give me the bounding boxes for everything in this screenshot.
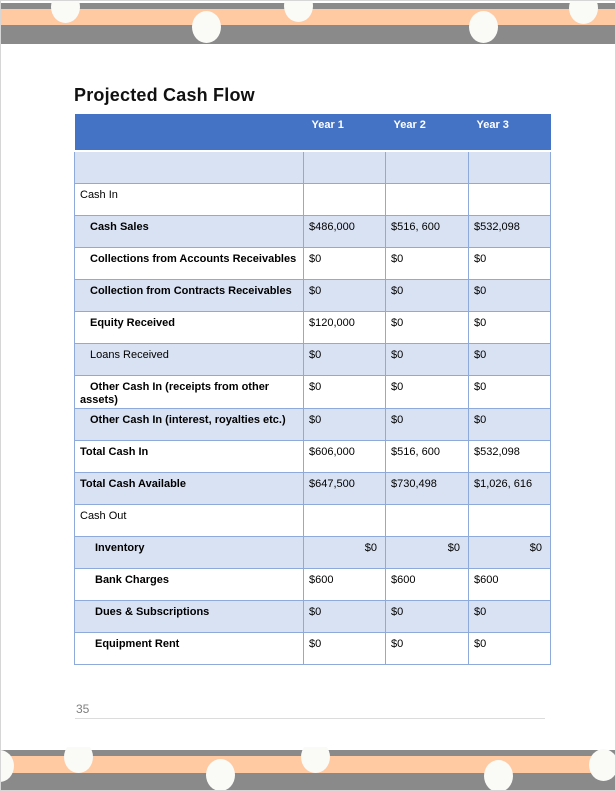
cell-value: $0 — [386, 247, 469, 279]
row-label: Collection from Contracts Receivables — [75, 279, 304, 311]
cell-value — [469, 151, 551, 183]
table-row — [75, 183, 551, 215]
cell-value: $486,000 — [304, 215, 386, 247]
table-row — [75, 601, 551, 633]
cell-value — [469, 505, 551, 537]
cell-value: $532,098 — [469, 215, 551, 247]
row-label: Collections from Accounts Receivables — [75, 247, 304, 279]
row-label: Total Cash Available — [75, 473, 304, 505]
cell-value: $532,098 — [469, 441, 551, 473]
cell-value: $0 — [304, 343, 386, 375]
row-label: Equipment Rent — [75, 633, 304, 665]
cell-value: $0 — [304, 633, 386, 665]
table-row — [75, 343, 551, 375]
table-header — [75, 114, 551, 151]
cell-value: $0 — [304, 601, 386, 633]
cell-value: $0 — [386, 601, 469, 633]
footer-rule — [75, 718, 545, 719]
cell-value: $0 — [386, 279, 469, 311]
table-row — [75, 505, 551, 537]
cell-value: $0 — [469, 375, 551, 409]
row-label: Cash In — [75, 183, 304, 215]
table-row — [75, 311, 551, 343]
polka-dot — [589, 749, 615, 781]
cell-value: $606,000 — [304, 441, 386, 473]
cell-value: $0 — [304, 279, 386, 311]
bottom-border-decoration — [1, 747, 615, 791]
cell-value — [386, 183, 469, 215]
table-row — [75, 537, 551, 569]
cell-value — [386, 151, 469, 183]
cell-value: $0 — [469, 601, 551, 633]
table-row — [75, 633, 551, 665]
cell-value: $0 — [469, 409, 551, 441]
row-label: Loans Received — [75, 343, 304, 375]
cell-value: $516, 600 — [386, 441, 469, 473]
cell-value: $0 — [304, 537, 386, 569]
cell-value: $120,000 — [304, 311, 386, 343]
page-title: Projected Cash Flow — [74, 85, 255, 105]
table-row — [75, 151, 551, 183]
cell-value: $0 — [469, 311, 551, 343]
cell-value: $730,498 — [386, 473, 469, 505]
year-column-header: Year 3 — [469, 114, 551, 151]
cell-value: $0 — [304, 375, 386, 409]
row-label: Cash Sales — [75, 215, 304, 247]
table-row — [75, 215, 551, 247]
bottom-gray-band — [1, 773, 615, 791]
polka-dot — [192, 11, 221, 43]
row-label: Cash Out — [75, 505, 304, 537]
cell-value: $0 — [469, 279, 551, 311]
year-column-header: Year 2 — [386, 114, 469, 151]
row-label: Equity Received — [75, 311, 304, 343]
label-column-header — [75, 114, 304, 151]
cell-value: $0 — [304, 247, 386, 279]
table-row — [75, 279, 551, 311]
cell-value: $1,026, 616 — [469, 473, 551, 505]
cell-value — [304, 151, 386, 183]
top-gray-band — [1, 25, 615, 44]
cell-value: $600 — [386, 569, 469, 601]
table-row — [75, 409, 551, 441]
row-label: Bank Charges — [75, 569, 304, 601]
top-border-decoration — [1, 1, 615, 44]
row-label: Other Cash In (receipts from other assets) — [75, 375, 304, 409]
table-row — [75, 375, 551, 409]
table-row — [75, 247, 551, 279]
cell-value: $0 — [386, 375, 469, 409]
cell-value: $0 — [304, 409, 386, 441]
polka-dot — [484, 760, 513, 791]
cell-value — [304, 183, 386, 215]
cell-value — [386, 505, 469, 537]
polka-dot — [469, 11, 498, 43]
year-column-header: Year 1 — [304, 114, 386, 151]
cell-value: $0 — [469, 247, 551, 279]
row-label — [75, 151, 304, 183]
cell-value: $600 — [469, 569, 551, 601]
cell-value: $647,500 — [304, 473, 386, 505]
cash-flow-table — [74, 114, 551, 665]
cell-value: $0 — [386, 537, 469, 569]
row-label: Other Cash In (interest, royalties etc.) — [75, 409, 304, 441]
cell-value: $516, 600 — [386, 215, 469, 247]
cell-value: $600 — [304, 569, 386, 601]
row-label: Dues & Subscriptions — [75, 601, 304, 633]
table-row — [75, 441, 551, 473]
table-row — [75, 473, 551, 505]
page-number: 35 — [76, 702, 90, 716]
cell-value: $0 — [469, 633, 551, 665]
cell-value: $0 — [386, 633, 469, 665]
cell-value: $0 — [469, 537, 551, 569]
cell-value: $0 — [386, 409, 469, 441]
row-label: Total Cash In — [75, 441, 304, 473]
header-row — [75, 114, 551, 151]
cell-value: $0 — [386, 311, 469, 343]
polka-dot — [206, 759, 235, 791]
cell-value — [469, 183, 551, 215]
cell-value: $0 — [469, 343, 551, 375]
table-body — [75, 151, 551, 665]
table-row — [75, 569, 551, 601]
cell-value: $0 — [386, 343, 469, 375]
row-label: Inventory — [75, 537, 304, 569]
cell-value — [304, 505, 386, 537]
